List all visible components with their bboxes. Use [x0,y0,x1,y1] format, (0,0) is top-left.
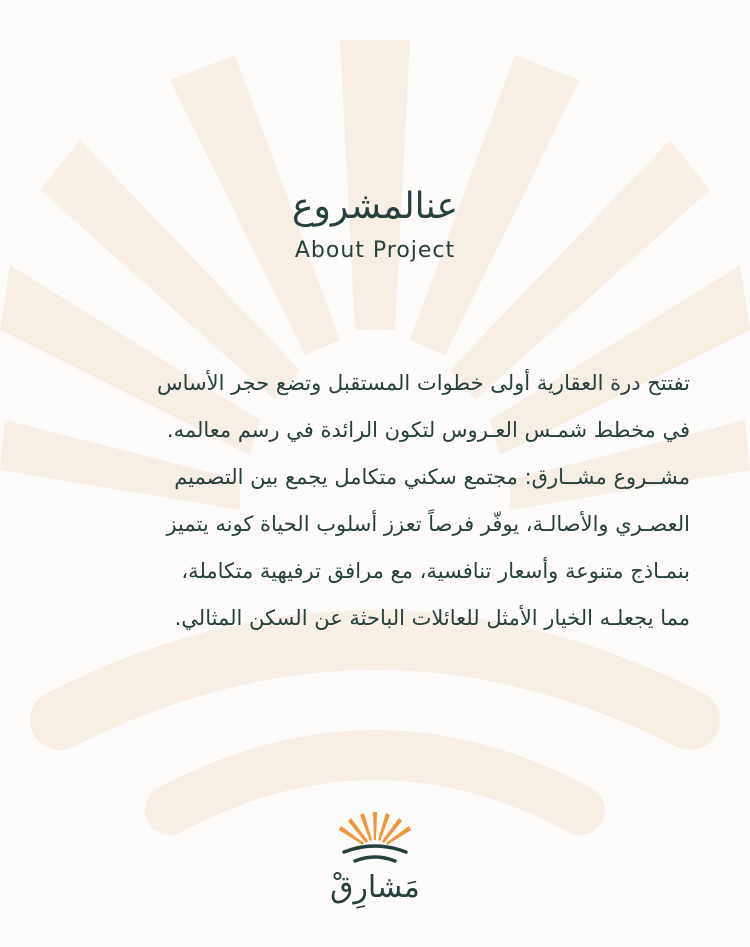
mashareq-logo [330,810,420,930]
paragraph-line: العصـري والأصالـة، يوفّر فرصاً تعزز أسلوب الحياة كونه يتميز [166,512,690,536]
paragraph-line: في مخطط شمـس العـروس لتكون الرائدة في رسم معالمه. [166,418,690,442]
section-title-arabic: عنالمشروع [292,186,458,227]
about-paragraph [60,360,690,642]
section-title-english: About Project [294,238,456,263]
paragraph-line: بنمـاذج متنوعة وأسعار تنافسية، مع مرافق ترفيهية متكاملة، [181,559,690,583]
paragraph-line: مما يجعلـه الخيار الأمثل للعائلات الباحثة عن السكن المثالي. [174,606,690,630]
logo-wordmark: مَشارِقْ [330,870,420,905]
paragraph-line: تفتتح درة العقارية أولى خطوات المستقبل وتضع حجر الأساس [156,371,690,395]
paragraph-line: مشــروع مشــارق: مجتمع سكني متكامل يجمع بين التصميم [174,465,690,489]
sunrise-icon [330,810,420,866]
